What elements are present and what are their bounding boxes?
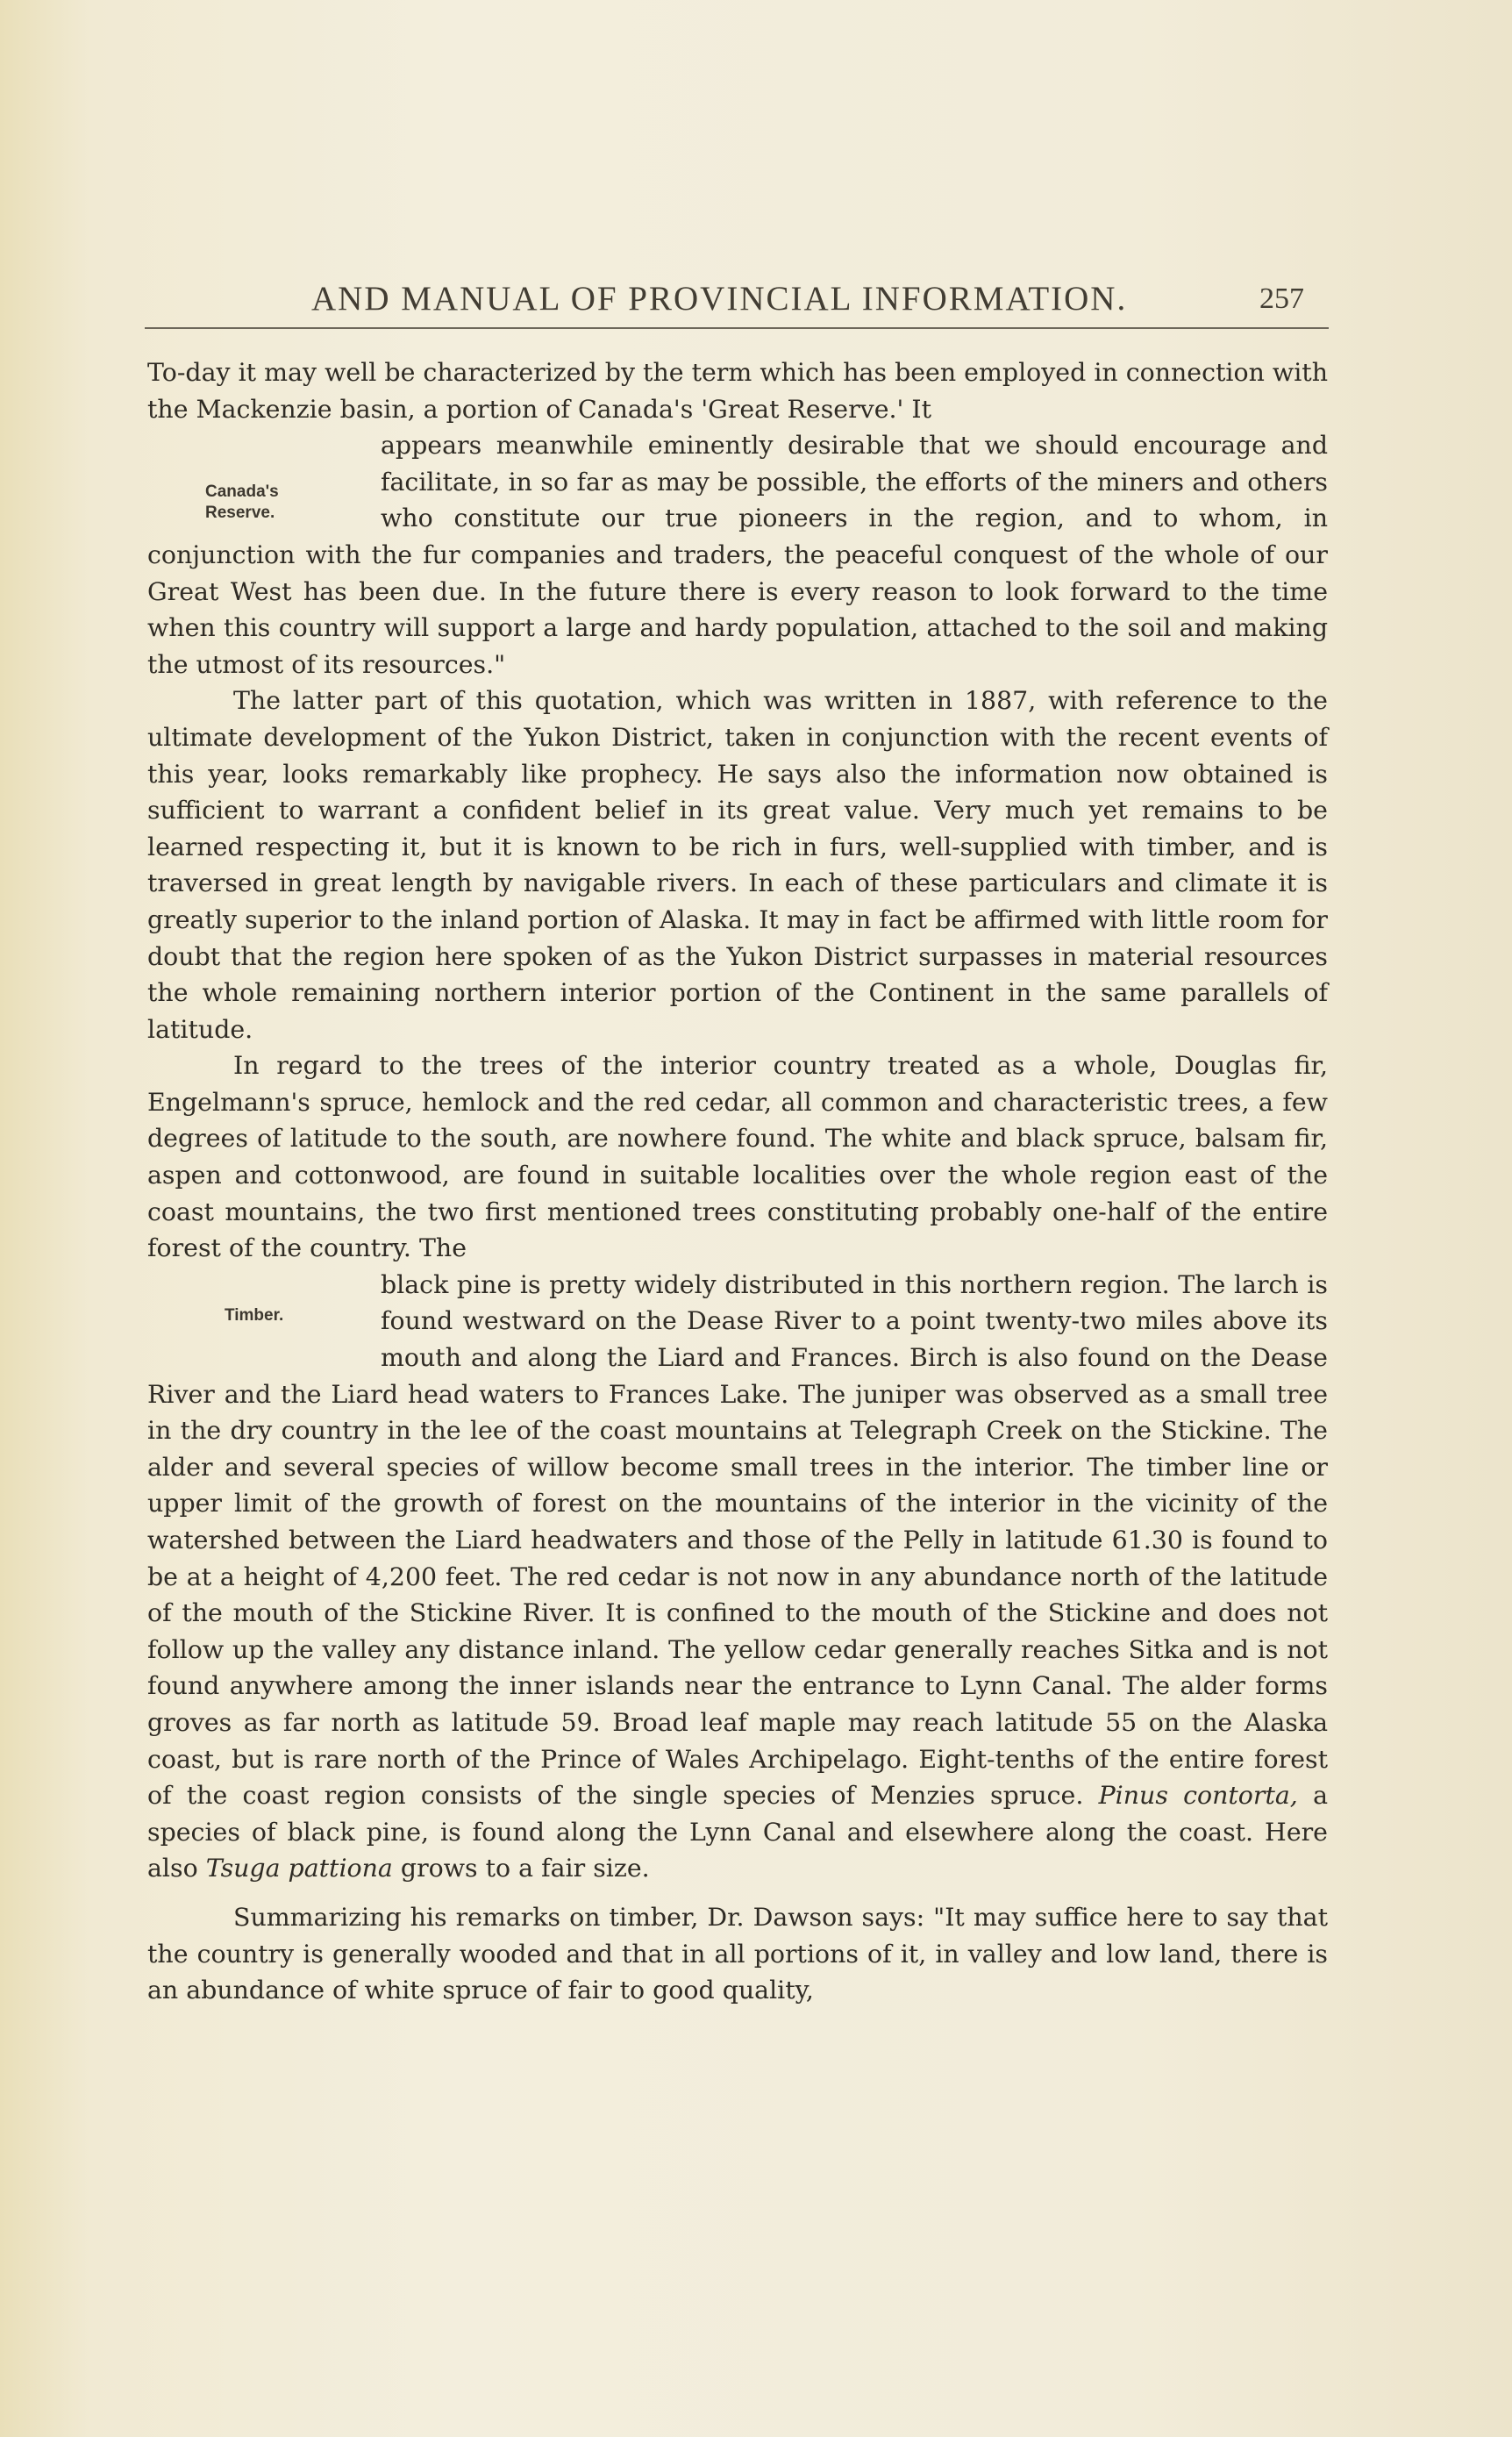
paragraph-2: The latter part of this quotation, which was written in 1887, with reference to the ultimate development of the Yukon District, taken in conjunction with the recent events of this year, looks remarkably like prophecy. He says also the information now obtained is sufficient to warrant a confident belief in its great value. Very much yet remains to be learned respecting it, but it is known to be rich in furs, well-supplied with timber, and is traversed in great length by navigable rivers. In each of these particulars and climate it is greatly superior to the inland portion of Alaska. It may in fact be affirmed with little room for doubt that the region here spoken of as the Yukon District surpasses in material resources the whole remaining northern interior portion of the Continent in the same parallels of latitude. — [147, 686, 1328, 1044]
paragraph-1: To-day it may well be characterized by the term which has been employed in connection with the Mackenzie basin, a portion of Canada's 'Great Reserve.' It Canada's Reserve. appears meanwhile eminently desirable that we should encourage and facilitate, in so far as may be possible, the efforts of the miners and others who constitute our true pioneers in the region, and to whom, in conjunction with the fur companies and traders, the peaceful conquest of the whole of our Great West has been due. In the future there is every reason to look forward to the time when this country will support a large and hardy population, attached to the soil and making the utmost of its resources." — [147, 358, 1328, 679]
paragraph-4: Summarizing his remarks on timber, Dr. Dawson says: "It may suffice here to say that the country is generally wooded and that in all portions of it, in valley and low land, there is an abundance of white spruce of fair to good quality, — [147, 1902, 1328, 2005]
running-title: AND MANUAL OF PROVINCIAL INFORMATION. — [311, 280, 1128, 318]
species-name: Tsuga pattiona — [205, 1854, 393, 1883]
running-head — [145, 279, 1329, 329]
paragraph-3: In regard to the trees of the interior country treated as a whole, Douglas fir, Engelmann's spruce, hemlock and the red cedar, all common and characteristic trees, a few degrees of latitude to the south, are nowhere found. The white and black spruce, balsam fir, aspen and cottonwood, are found in suitable localities over the whole region east of the coast mountains, the two first mentioned trees constituting probably one-half of the entire forest of the country. The Timber. black pine is pretty widely distributed in this northern region. The larch is found westward on the Dease River to a point twenty-two miles above its mouth and along the Liard and Frances. Birch is also found on the Dease River and the Liard head waters to Frances Lake. The juniper was observed as a small tree in the dry country in the lee of the coast mountains at Telegraph Creek on the Stickine. The alder and several species of willow become small trees in the interior. The timber line or upper limit of the growth of forest on the mountains of the interior in the vicinity of the watershed between the Liard headwaters and those of the Pelly in latitude 61.30 is found to be at a height of 4,200 feet. The red cedar is not now in any abundance north of the latitude of the mouth of the Stickine River. It is confined to the mouth of the Stickine and does not follow up the valley any distance inland. The yellow cedar generally reaches Sitka and is not found anywhere among the inner islands near the entrance to Lynn Canal. The alder forms groves as far north as latitude 59. Broad leaf maple may reach latitude 55 on the Alaska coast, but is rare north of the Prince of Wales Archipelago. Eight-tenths of the entire forest of the coast region consists of the single species of Menzies spruce. Pinus contorta, a species of black pine, is found along the Lynn Canal and elsewhere along the coast. Here also Tsuga pattiona grows to a fair size. — [147, 1051, 1329, 1883]
margin-note-timber — [147, 1267, 381, 1374]
species-name: Pinus contorta, — [1098, 1781, 1298, 1811]
margin-note-canadas-reserve — [147, 427, 381, 536]
page-number: 257 — [1259, 282, 1304, 315]
body-text — [147, 354, 1328, 2009]
margin-note-text: Canada's Reserve. — [205, 482, 279, 523]
margin-note-text: Timber. — [225, 1305, 284, 1325]
